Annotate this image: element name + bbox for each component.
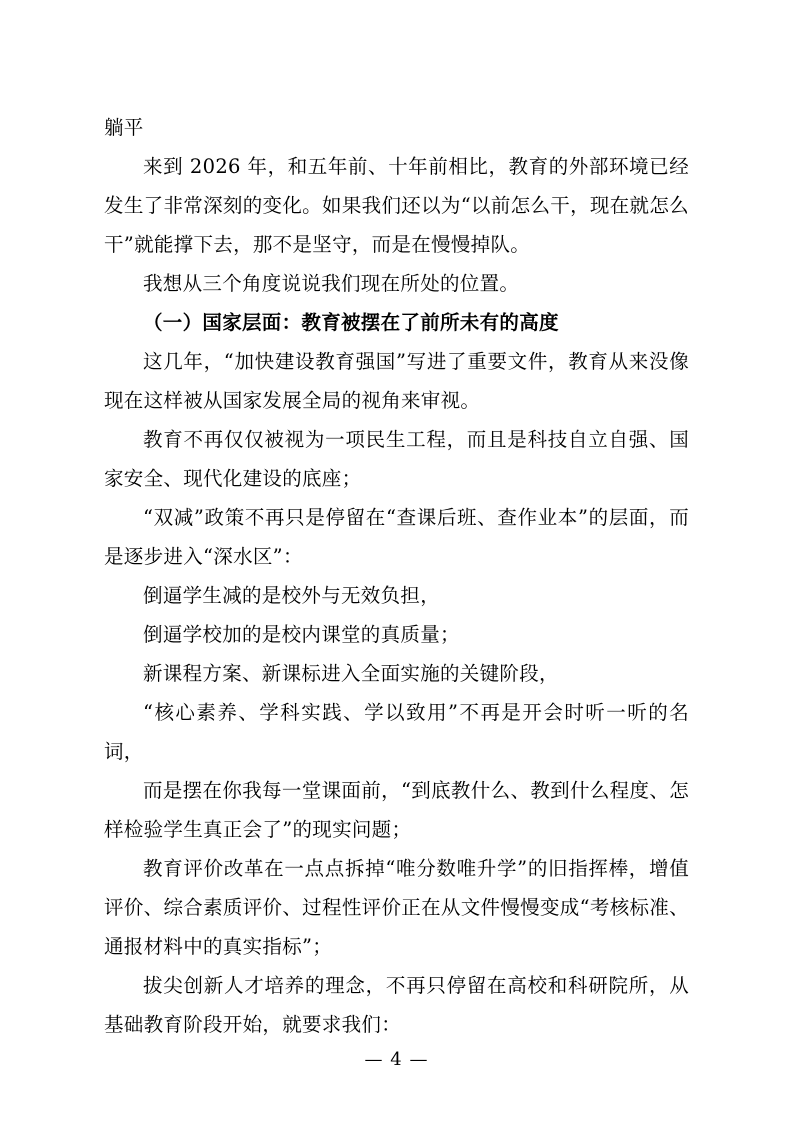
paragraph: 拔尖创新人才培养的理念，不再只停留在高校和科研院所，从基础教育阶段开始，就要求我们： [104,974,689,1036]
document-body [104,108,689,1044]
paragraph: 倒逼学生减的是校外与无效负担， [143,584,441,607]
paragraph: 新课程方案、新课标进入全面实施的关键阶段， [143,662,559,685]
paragraph: 教育不再仅仅被视为一项民生工程，而且是科技自立自强、国家安全、现代化建设的底座； [104,428,689,490]
paragraph: 来到 2026 年，和五年前、十年前相比，教育的外部环境已经发生了非常深刻的变化。如果我们还以为“以前怎么干，现在就怎么干”就能撑下去，那不是坚守，而是在慢慢掉队。 [104,155,689,256]
paragraph: 而是摆在你我每一堂课面前，“到底教什么、教到什么程度、怎样检验学生真正会了”的现实问题； [104,779,689,841]
page-number: — 4 — [364,1049,429,1070]
section-heading: 躺平 [104,116,144,139]
paragraph: 我想从三个角度说说我们现在所处的位置。 [143,272,520,295]
paragraph: “核心素养、学科实践、学以致用”不再是开会时听一听的名词， [104,701,689,763]
paragraph: 这几年，“加快建设教育强国”写进了重要文件，教育从来没像现在这样被从国家发展全局的视角来审视。 [104,350,689,412]
subsection-heading: （一）国家层面：教育被摆在了前所未有的高度 [143,311,559,334]
paragraph: 倒逼学校加的是校内课堂的真质量； [143,623,460,646]
paragraph: “双减”政策不再只是停留在“查课后班、查作业本”的层面，而是逐步进入“深水区”： [104,506,689,568]
paragraph: 教育评价改革在一点点拆掉“唯分数唯升学”的旧指挥棒，增值评价、综合素质评价、过程性评价正在从文件慢慢变成“考核标准、通报材料中的真实指标”； [104,857,689,958]
